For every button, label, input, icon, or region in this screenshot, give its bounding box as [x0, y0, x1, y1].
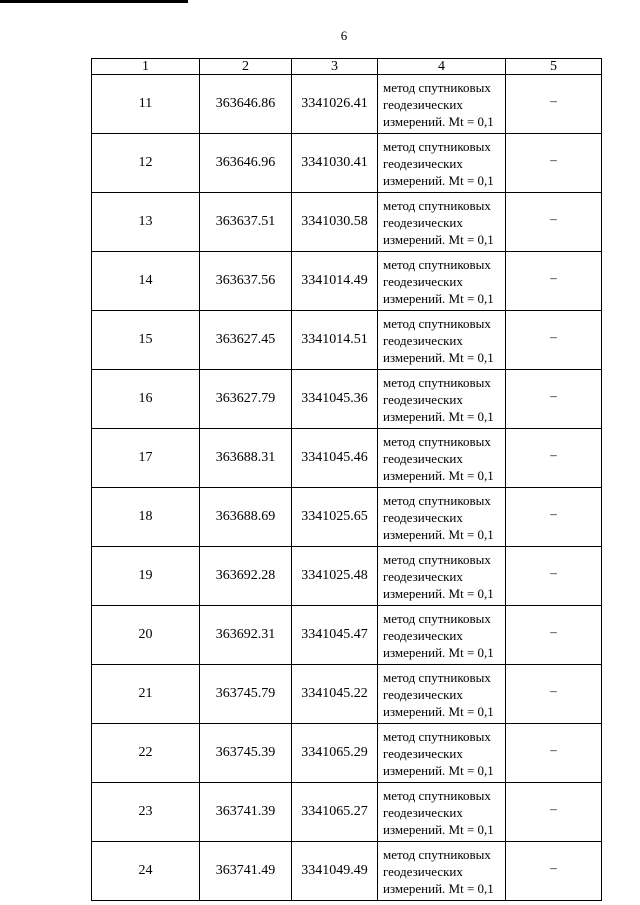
method-line: метод спутниковых — [383, 846, 491, 862]
method-line: измерений. Mt = 0,1 — [383, 880, 494, 896]
y-coordinate-cell: 3341025.65 — [292, 488, 378, 547]
method-line: метод спутниковых — [383, 728, 491, 744]
x-coordinate-cell: 363627.45 — [200, 311, 292, 370]
method-line: измерений. Mt = 0,1 — [383, 408, 494, 424]
method-line: геодезических — [383, 155, 463, 171]
method-line: метод спутниковых — [383, 433, 491, 449]
x-coordinate-cell: 363741.49 — [200, 842, 292, 901]
y-coordinate-cell: 3341065.27 — [292, 783, 378, 842]
method-cell — [378, 429, 506, 488]
method-cell — [378, 311, 506, 370]
table-row — [92, 783, 602, 842]
note-cell: – — [506, 311, 602, 370]
method-cell — [378, 134, 506, 193]
method-line: измерений. Mt = 0,1 — [383, 821, 494, 837]
method-cell — [378, 665, 506, 724]
point-number-cell: 21 — [92, 665, 200, 724]
table-row — [92, 429, 602, 488]
y-coordinate-cell: 3341049.49 — [292, 842, 378, 901]
table-row — [92, 842, 602, 901]
table-row — [92, 547, 602, 606]
x-coordinate-cell: 363688.31 — [200, 429, 292, 488]
note-cell: – — [506, 193, 602, 252]
y-coordinate-cell: 3341026.41 — [292, 75, 378, 134]
method-line: измерений. Mt = 0,1 — [383, 644, 494, 660]
method-line: геодезических — [383, 273, 463, 289]
method-line: метод спутниковых — [383, 610, 491, 626]
method-line: измерений. Mt = 0,1 — [383, 762, 494, 778]
point-number-cell: 14 — [92, 252, 200, 311]
page-number: 6 — [340, 28, 348, 43]
point-number-cell: 17 — [92, 429, 200, 488]
method-cell — [378, 842, 506, 901]
y-coordinate-cell: 3341065.29 — [292, 724, 378, 783]
table-row — [92, 606, 602, 665]
x-coordinate-cell: 363741.39 — [200, 783, 292, 842]
table-row — [92, 193, 602, 252]
method-line: метод спутниковых — [383, 197, 491, 213]
column-header-5: 5 — [506, 59, 602, 75]
method-line: метод спутниковых — [383, 79, 491, 95]
table-row — [92, 665, 602, 724]
table-row — [92, 311, 602, 370]
method-line: метод спутниковых — [383, 492, 491, 508]
table-row — [92, 134, 602, 193]
column-header-3: 3 — [292, 59, 378, 75]
method-line: измерений. Mt = 0,1 — [383, 290, 494, 306]
y-coordinate-cell: 3341045.47 — [292, 606, 378, 665]
column-header-2: 2 — [200, 59, 292, 75]
note-cell: – — [506, 252, 602, 311]
note-cell: – — [506, 75, 602, 134]
table-row — [92, 488, 602, 547]
method-line: измерений. Mt = 0,1 — [383, 231, 494, 247]
method-line: измерений. Mt = 0,1 — [383, 585, 494, 601]
method-line: геодезических — [383, 509, 463, 525]
note-cell: – — [506, 606, 602, 665]
method-cell — [378, 783, 506, 842]
method-line: геодезических — [383, 804, 463, 820]
note-cell: – — [506, 429, 602, 488]
point-number-cell: 16 — [92, 370, 200, 429]
note-cell: – — [506, 665, 602, 724]
x-coordinate-cell: 363688.69 — [200, 488, 292, 547]
note-cell: – — [506, 842, 602, 901]
method-cell — [378, 370, 506, 429]
note-cell: – — [506, 134, 602, 193]
point-number-cell: 18 — [92, 488, 200, 547]
x-coordinate-cell: 363745.39 — [200, 724, 292, 783]
x-coordinate-cell: 363646.86 — [200, 75, 292, 134]
method-cell — [378, 724, 506, 783]
point-number-cell: 13 — [92, 193, 200, 252]
table-row — [92, 370, 602, 429]
method-cell — [378, 606, 506, 665]
method-line: геодезических — [383, 686, 463, 702]
method-line: метод спутниковых — [383, 551, 491, 567]
y-coordinate-cell: 3341014.51 — [292, 311, 378, 370]
coordinates-table — [91, 58, 602, 901]
method-line: геодезических — [383, 96, 463, 112]
method-line: метод спутниковых — [383, 374, 491, 390]
column-header-4: 4 — [378, 59, 506, 75]
point-number-cell: 24 — [92, 842, 200, 901]
y-coordinate-cell: 3341045.36 — [292, 370, 378, 429]
x-coordinate-cell: 363745.79 — [200, 665, 292, 724]
y-coordinate-cell: 3341025.48 — [292, 547, 378, 606]
note-cell: – — [506, 783, 602, 842]
method-line: геодезических — [383, 450, 463, 466]
point-number-cell: 12 — [92, 134, 200, 193]
note-cell: – — [506, 724, 602, 783]
y-coordinate-cell: 3341030.58 — [292, 193, 378, 252]
method-line: метод спутниковых — [383, 787, 491, 803]
method-cell — [378, 193, 506, 252]
method-line: измерений. Mt = 0,1 — [383, 113, 494, 129]
method-line: метод спутниковых — [383, 669, 491, 685]
y-coordinate-cell: 3341045.46 — [292, 429, 378, 488]
method-cell — [378, 252, 506, 311]
table-row — [92, 75, 602, 134]
method-cell — [378, 75, 506, 134]
x-coordinate-cell: 363627.79 — [200, 370, 292, 429]
method-line: геодезических — [383, 745, 463, 761]
method-line: геодезических — [383, 214, 463, 230]
method-line: метод спутниковых — [383, 138, 491, 154]
point-number-cell: 19 — [92, 547, 200, 606]
note-cell: – — [506, 370, 602, 429]
point-number-cell: 11 — [92, 75, 200, 134]
method-cell — [378, 488, 506, 547]
y-coordinate-cell: 3341045.22 — [292, 665, 378, 724]
method-line: измерений. Mt = 0,1 — [383, 172, 494, 188]
method-line: измерений. Mt = 0,1 — [383, 526, 494, 542]
method-cell — [378, 547, 506, 606]
method-line: геодезических — [383, 568, 463, 584]
point-number-cell: 22 — [92, 724, 200, 783]
point-number-cell: 15 — [92, 311, 200, 370]
y-coordinate-cell: 3341030.41 — [292, 134, 378, 193]
top-rule — [0, 0, 188, 3]
y-coordinate-cell: 3341014.49 — [292, 252, 378, 311]
method-line: геодезических — [383, 863, 463, 879]
x-coordinate-cell: 363637.51 — [200, 193, 292, 252]
method-line: метод спутниковых — [383, 315, 491, 331]
note-cell: – — [506, 547, 602, 606]
method-line: измерений. Mt = 0,1 — [383, 467, 494, 483]
method-line: метод спутниковых — [383, 256, 491, 272]
method-line: измерений. Mt = 0,1 — [383, 349, 494, 365]
method-line: измерений. Mt = 0,1 — [383, 703, 494, 719]
method-line: геодезических — [383, 627, 463, 643]
method-line: геодезических — [383, 332, 463, 348]
table-row — [92, 252, 602, 311]
x-coordinate-cell: 363646.96 — [200, 134, 292, 193]
table-row — [92, 724, 602, 783]
x-coordinate-cell: 363692.28 — [200, 547, 292, 606]
note-cell: – — [506, 488, 602, 547]
header-row — [92, 59, 602, 75]
method-line: геодезических — [383, 391, 463, 407]
x-coordinate-cell: 363637.56 — [200, 252, 292, 311]
x-coordinate-cell: 363692.31 — [200, 606, 292, 665]
column-header-1: 1 — [92, 59, 200, 75]
point-number-cell: 20 — [92, 606, 200, 665]
point-number-cell: 23 — [92, 783, 200, 842]
